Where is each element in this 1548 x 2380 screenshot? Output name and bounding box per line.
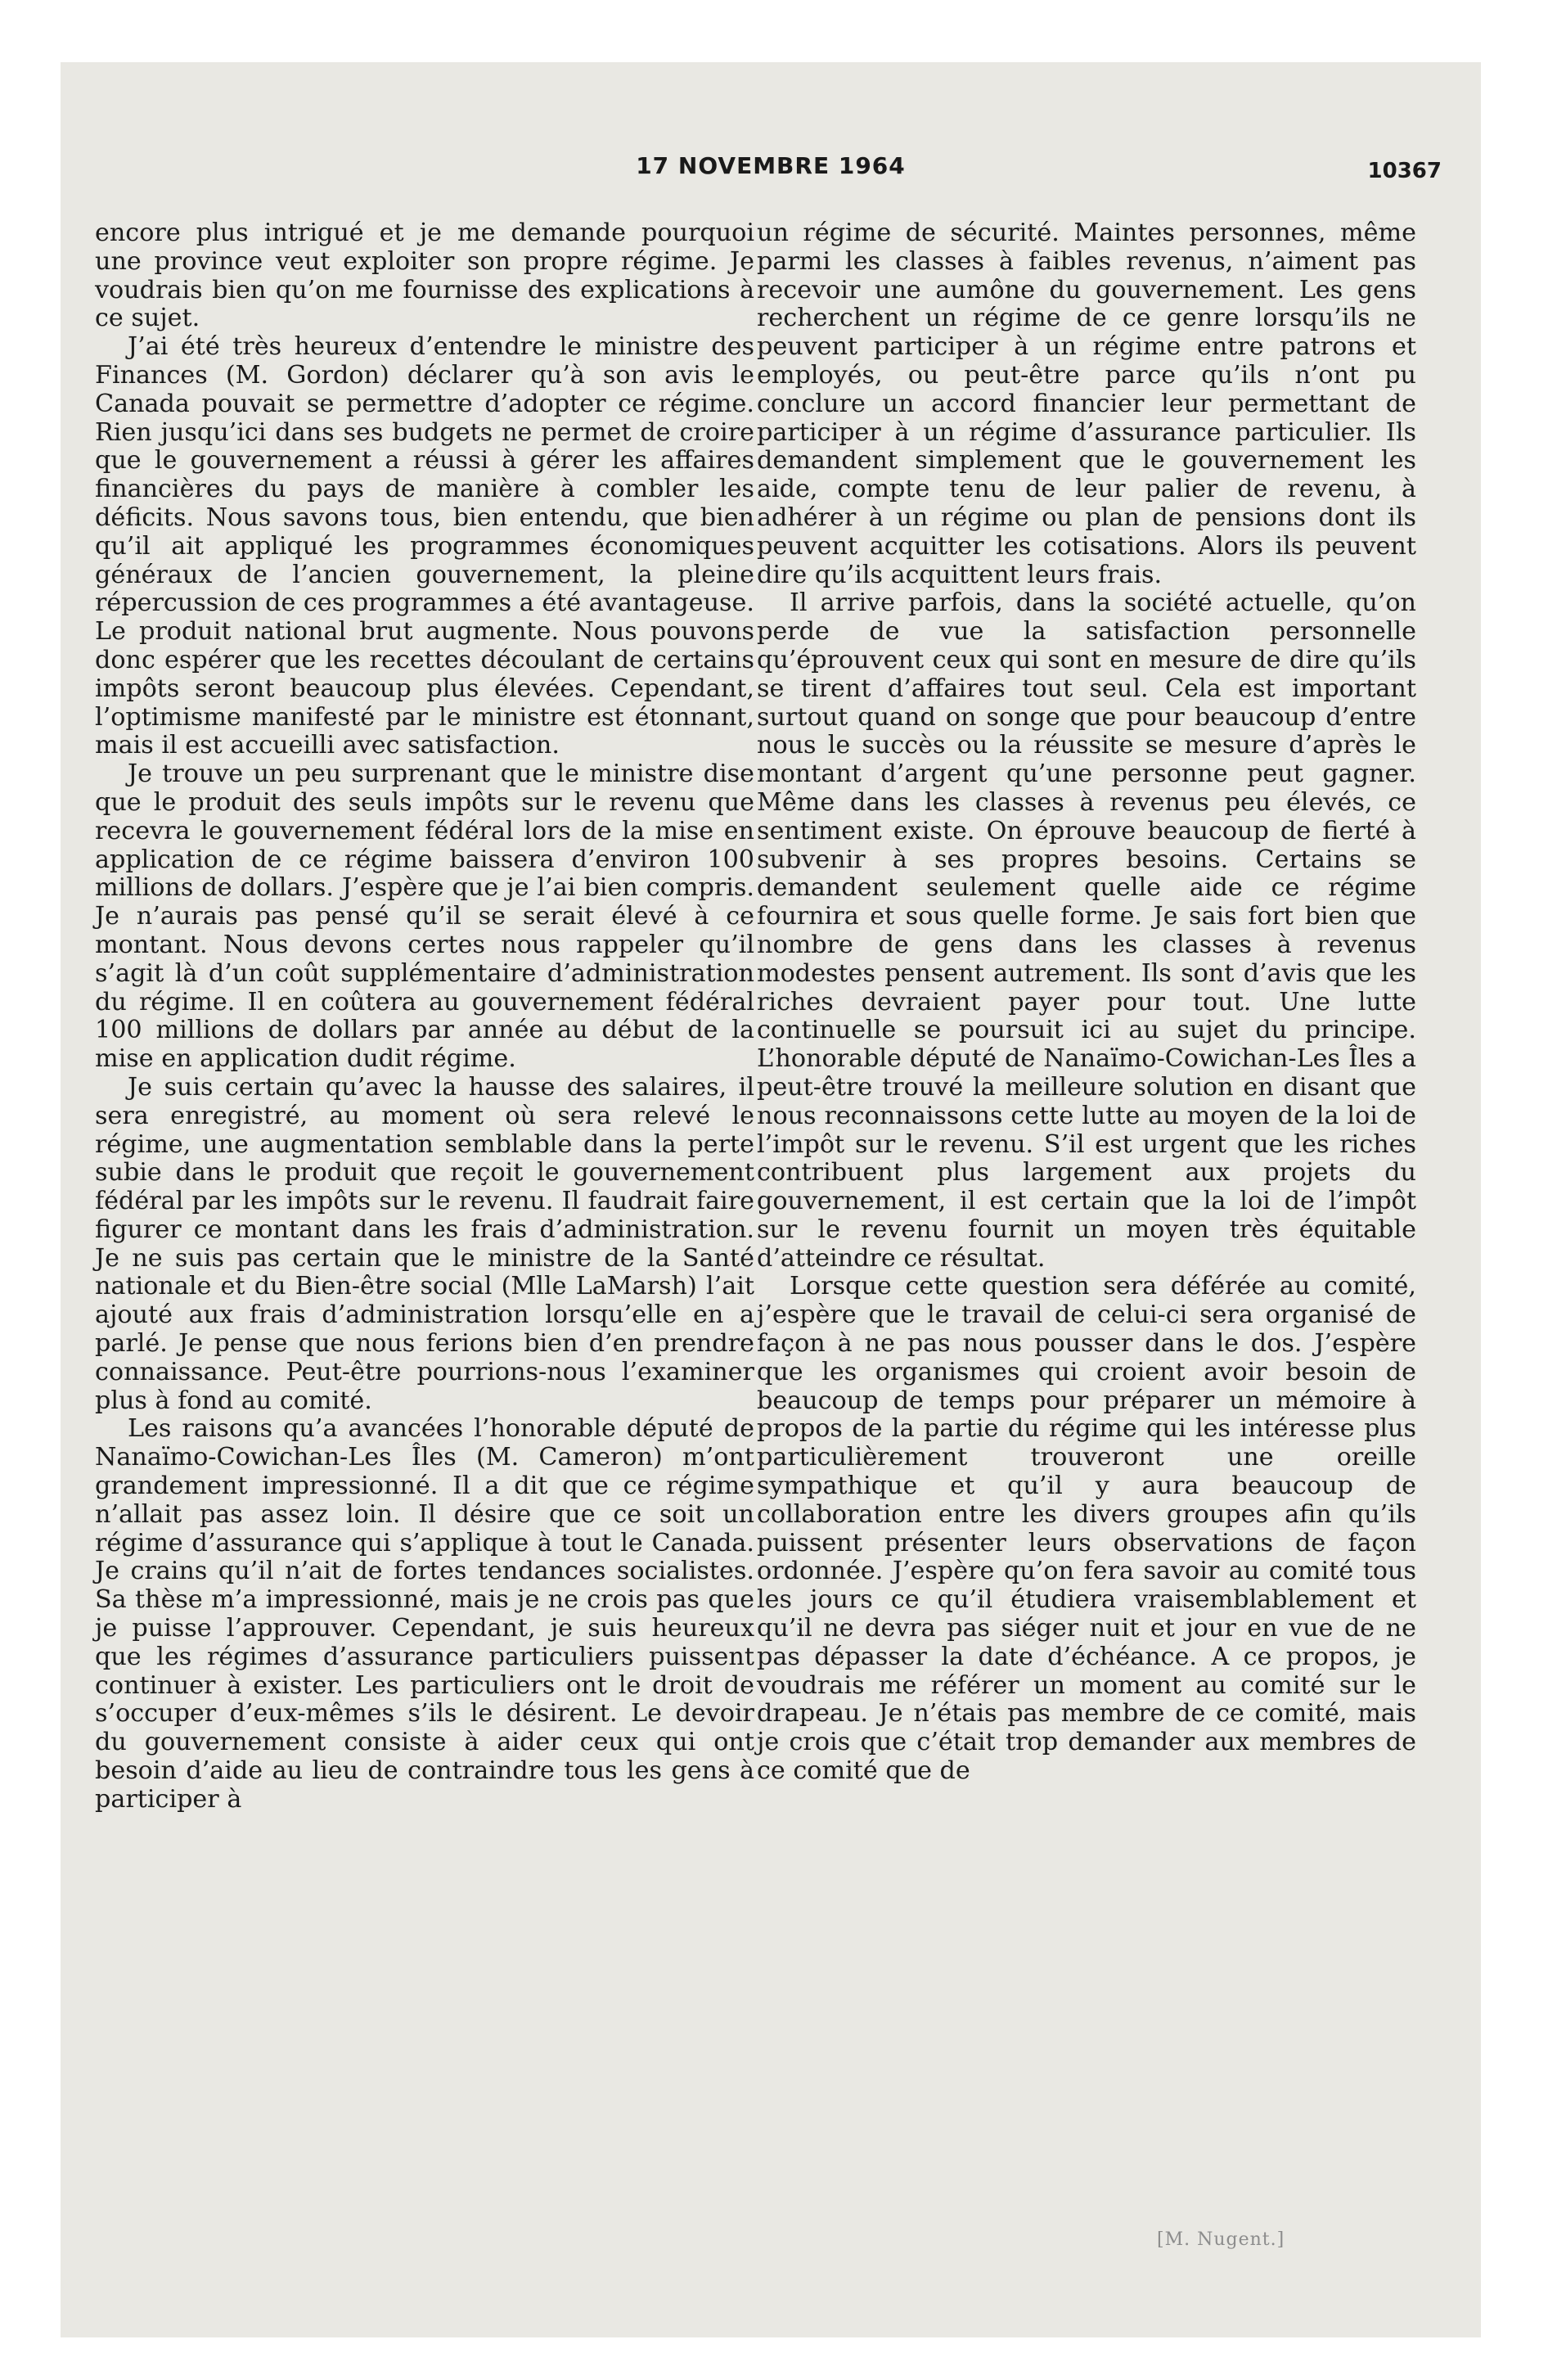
right-column — [757, 219, 1416, 1786]
paragraph: Je suis certain qu’avec la hausse des salaires, il sera enregistré, au moment où sera relevé le régime, une augmentation semblable dans la perte subie dans le produit que reçoit le gouvernement fédéral par les impôts sur le revenu. Il faudrait faire figurer ce montant dans les frais d’administration. Je ne suis pas certain que le ministre de la Santé nationale et du Bien-être social (Mlle LaMarsh) l’ait ajouté aux frais d’administration lorsqu’elle en a parlé. Je pense que nous ferions bien d’en prendre connaissance. Peut-être pourrions-nous l’examiner plus à fond au comité. — [95, 1072, 754, 1415]
page-header — [61, 152, 1481, 193]
paragraph: J’ai été très heureux d’entendre le ministre des Finances (M. Gordon) déclarer qu’à son avis le Canada pouvait se permettre d’adopter ce régime. Rien jusqu’ici dans ses budgets ne permet de croire que le gouvernement a réussi à gérer les affaires financières du pays de manière à combler les déficits. Nous savons tous, bien entendu, que bien qu’il ait appliqué les programmes économiques généraux de l’ancien gouvernement, la pleine répercussion de ces programmes a été avantageuse. Le produit national brut augmente. Nous pouvons donc espérer que les recettes découlant de certains impôts seront beaucoup plus élevées. Cependant, l’optimisme manifesté par le ministre est étonnant, mais il est accueilli avec satisfaction. — [95, 332, 754, 760]
page-number: 10367 — [1367, 159, 1442, 183]
left-column — [95, 219, 754, 1814]
paragraph: Les raisons qu’a avancées l’honorable député de Nanaïmo-Cowichan-Les Îles (M. Cameron) m’ont grandement impressionné. Il a dit que ce régime n’allait pas assez loin. Il désire que ce soit un régime d’assurance qui s’applique à tout le Canada. Je crains qu’il n’ait de fortes tendances socialistes. Sa thèse m’a impressionné, mais je ne crois pas que je puisse l’approuver. Cependant, je suis heureux que les régimes d’assurance particuliers puissent continuer à exister. Les particuliers ont le droit de s’occuper d’eux-mêmes s’ils le désirent. Le devoir du gouvernement consiste à aider ceux qui ont besoin d’aide au lieu de contraindre tous les gens à participer à — [95, 1414, 754, 1814]
paragraph: Il arrive parfois, dans la société actuelle, qu’on perde de vue la satisfaction personnelle qu’éprouvent ceux qui sont en mesure de dire qu’ils se tirent d’affaires tout seul. Cela est important surtout quand on songe que pour beaucoup d’entre nous le succès ou la réussite se mesure d’après le montant d’argent qu’une personne peut gagner. Même dans les classes à revenus peu élevés, ce sentiment existe. On éprouve beaucoup de fierté à subvenir à ses propres besoins. Certains se demandent seulement quelle aide ce régime fournira et sous quelle forme. Je sais fort bien que nombre de gens dans les classes à revenus modestes pensent autrement. Ils sont d’avis que les riches devraient payer pour tout. Une lutte continuelle se poursuit ici au sujet du principe. L’honorable député de Nanaïmo-Cowichan-Les Îles a peut-être trouvé la meilleure solution en disant que nous reconnaissons cette lutte au moyen de la loi de l’impôt sur le revenu. S’il est urgent que les riches contribuent plus largement aux projets du gouvernement, il est certain que la loi de l’impôt sur le revenu fournit un moyen très équitable d’atteindre ce résultat. — [757, 588, 1416, 1273]
speaker-footnote: [M. Nugent.] — [1157, 2229, 1285, 2250]
paragraph: Je trouve un peu surprenant que le ministre dise que le produit des seuls impôts sur le revenu que recevra le gouvernement fédéral lors de la mise en application de ce régime baissera d’environ 100 millions de dollars. J’espère que je l’ai bien compris. Je n’aurais pas pensé qu’il se serait élevé à ce montant. Nous devons certes nous rappeler qu’il s’agit là d’un coût supplémentaire d’administration du régime. Il en coûtera au gouvernement fédéral 100 millions de dollars par année au début de la mise en application dudit régime. — [95, 760, 754, 1074]
document-page — [61, 62, 1481, 2337]
header-date: 17 NOVEMBRE 1964 — [636, 152, 906, 179]
paragraph: un régime de sécurité. Maintes personnes, même parmi les classes à faibles revenus, n’aiment pas recevoir une aumône du gouvernement. Les gens recherchent un régime de ce genre lorsqu’ils ne peuvent participer à un régime entre patrons et employés, ou peut-être parce qu’ils n’ont pu conclure un accord financier leur permettant de participer à un régime d’assurance particulier. Ils demandent simplement que le gouvernement les aide, compte tenu de leur palier de revenu, à adhérer à un régime ou plan de pensions dont ils peuvent acquitter les cotisations. Alors ils peuvent dire qu’ils acquittent leurs frais. — [757, 219, 1416, 589]
paragraph: Lorsque cette question sera déférée au comité, j’espère que le travail de celui-ci sera organisé de façon à ne pas nous pousser dans le dos. J’espère que les organismes qui croient avoir besoin de beaucoup de temps pour préparer un mémoire à propos de la partie du régime qui les intéresse plus particulièrement trouveront une oreille sympathique et qu’il y aura beaucoup de collaboration entre les divers groupes afin qu’ils puissent présenter leurs observations de façon ordonnée. J’espère qu’on fera savoir au comité tous les jours ce qu’il étudiera vraisemblablement et qu’il ne devra pas siéger nuit et jour en vue de ne pas dépasser la date d’échéance. A ce propos, je voudrais me référer un moment au comité sur le drapeau. Je n’étais pas membre de ce comité, mais je crois que c’était trop demander aux membres de ce comité que de — [757, 1272, 1416, 1786]
paragraph: encore plus intrigué et je me demande pourquoi une province veut exploiter son propre régime. Je voudrais bien qu’on me fournisse des explications à ce sujet. — [95, 219, 754, 333]
